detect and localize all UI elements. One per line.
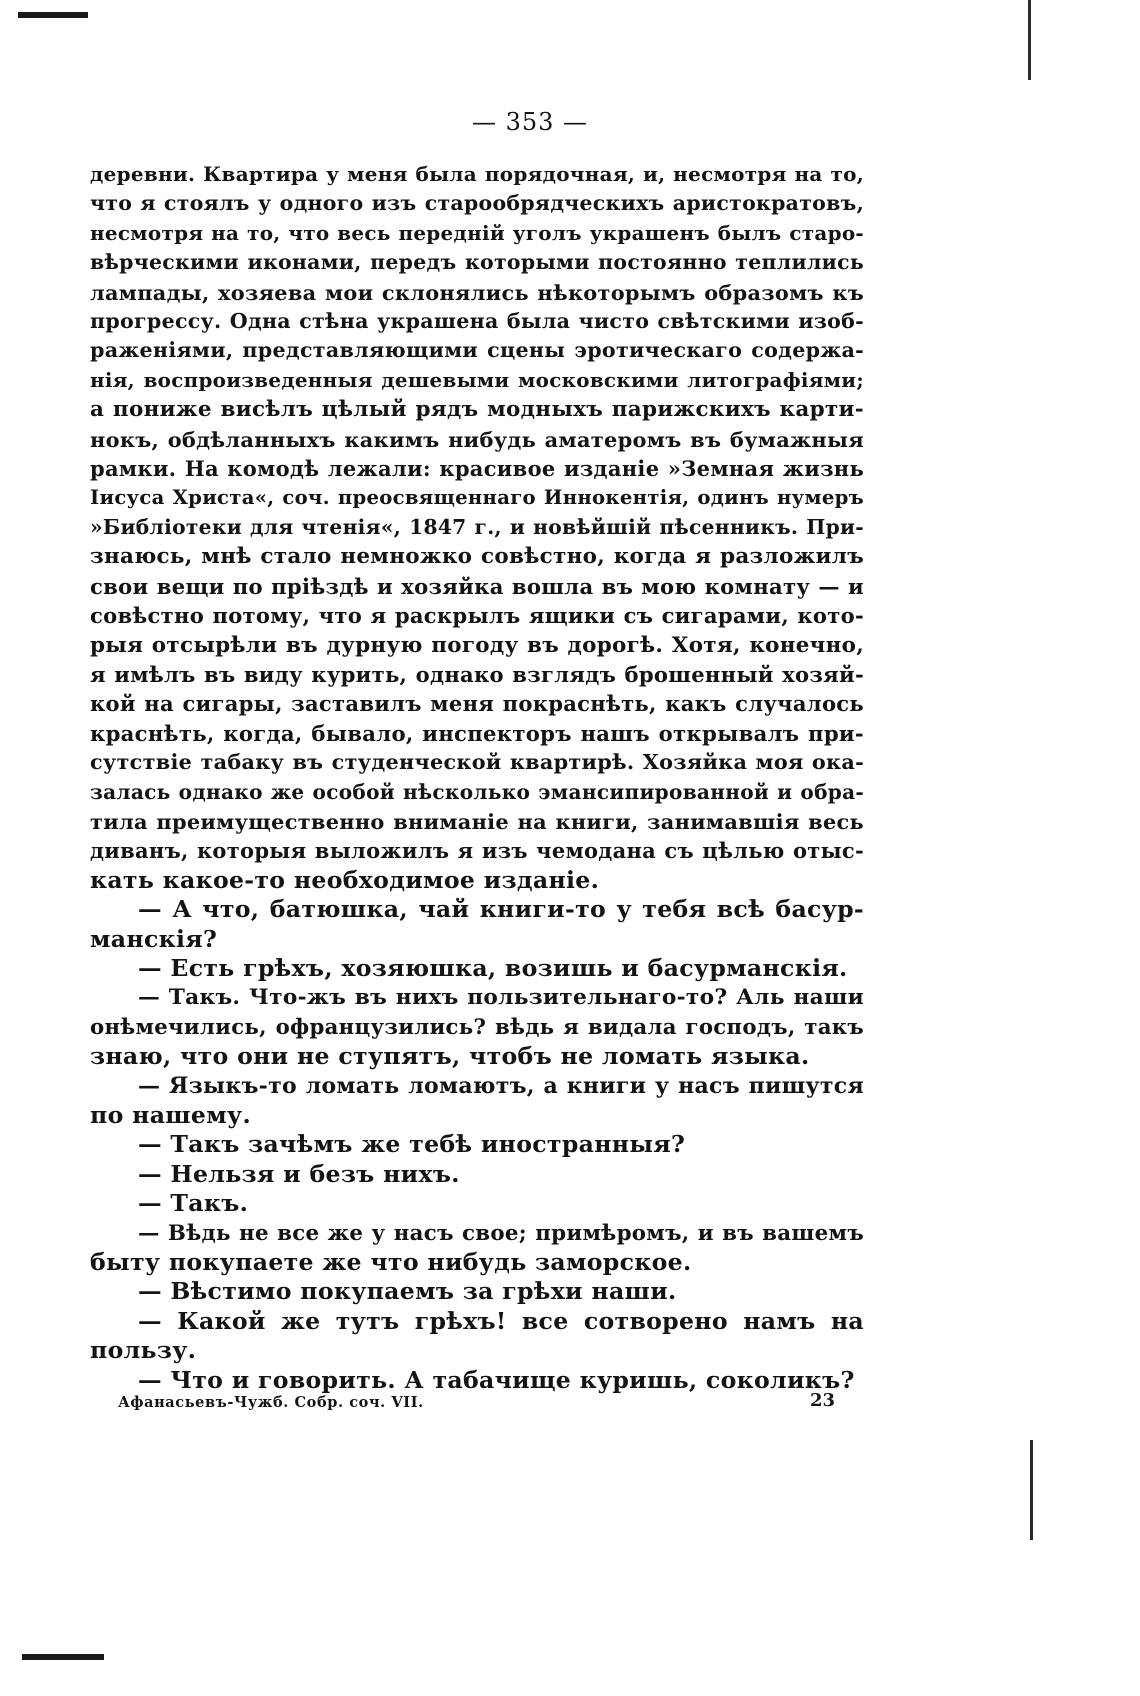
scan-speck-bottom-left bbox=[22, 1654, 104, 1660]
text-line: Іисуса Христа«, соч. преосвященнаго Иннокентія, одинъ нумеръ bbox=[90, 486, 864, 510]
text-line: вѣрческими иконами, передъ которыми постоянно теплились bbox=[90, 250, 864, 275]
text-line: что я стоялъ у одного изъ старообрядческихъ аристократовъ, bbox=[90, 191, 864, 216]
sheet-number: 23 bbox=[810, 1390, 836, 1411]
text-line: краснѣть, когда, бывало, инспекторъ нашъ открывалъ при- bbox=[90, 720, 864, 746]
text-line: — Нельзя и безъ нихъ. bbox=[138, 1159, 460, 1188]
text-line: — Есть грѣхъ, хозяюшка, возишь и басурманскія. bbox=[138, 953, 848, 982]
main-text bbox=[90, 160, 864, 1395]
text-line: залась однако же особой нѣсколько эмансипированной и обра- bbox=[90, 779, 864, 804]
text-line: быту покупаете же что нибудь заморское. bbox=[90, 1248, 692, 1277]
text-line: — Такъ. bbox=[138, 1189, 249, 1218]
text-line: »Библіотеки для чтенія«, 1847 г., и новѣйшій пѣсенникъ. При- bbox=[90, 514, 864, 539]
text-line: — Такъ зачѣмъ же тебѣ иностранныя? bbox=[138, 1130, 686, 1159]
text-line: манскія? bbox=[90, 924, 218, 953]
text-line: знаю, что они не ступятъ, чтобъ не ломать языка. bbox=[90, 1042, 810, 1071]
text-line: сутствіе табаку въ студенческой квартирѣ. Хозяйка моя ока- bbox=[90, 750, 864, 775]
text-line: диванъ, которыя выложилъ я изъ чемодана съ цѣлью отыс- bbox=[90, 838, 864, 864]
scan-speck-top-left bbox=[18, 12, 88, 18]
text-line: а пониже висѣлъ цѣлый рядъ модныхъ парижскихъ карти- bbox=[90, 397, 864, 423]
text-line: прогрессу. Одна стѣна украшена была чисто свѣтскими изоб- bbox=[90, 309, 864, 334]
printer-signature: Афанасьевъ-Чужб. Собр. соч. VII. bbox=[118, 1394, 424, 1411]
scan-edge-rule-top bbox=[1028, 0, 1031, 80]
text-line: — Языкъ-то ломать ломаютъ, а книги у насъ пишутся bbox=[138, 1072, 864, 1099]
page-number: — 353 — bbox=[471, 108, 589, 136]
text-line: — Какой же тутъ грѣхъ! все сотворено намъ на bbox=[138, 1306, 864, 1335]
text-line: рыя отсырѣли въ дурную погоду въ дорогѣ. Хотя, конечно, bbox=[90, 632, 864, 658]
text-line: — Такъ. Что-жъ въ нихъ пользительнаго-то? Аль наши bbox=[138, 985, 864, 1011]
text-line: — А что, батюшка, чай книги-то у тебя всѣ басур- bbox=[138, 895, 864, 924]
text-line: тила преимущественно вниманіе на книги, занимавшія весь bbox=[90, 808, 864, 834]
text-line: я имѣлъ въ виду курить, однако взглядъ брошенный хозяй- bbox=[90, 661, 864, 687]
text-line: деревни. Квартира у меня была порядочная, и, несмотря на то, bbox=[90, 162, 864, 186]
text-line: — Что и говорить. А табачище куришь, соколикъ? bbox=[138, 1365, 855, 1394]
text-line: пользу. bbox=[90, 1336, 197, 1365]
text-line: по нашему. bbox=[90, 1101, 251, 1129]
text-line: — Вѣдь не все же у насъ свое; примѣромъ, и въ вашемъ bbox=[138, 1220, 864, 1246]
text-line: кой на сигары, заставилъ меня покраснѣть, какъ случалось bbox=[90, 691, 864, 717]
text-line: совѣстно потому, что я раскрылъ ящики съ сигарами, кото- bbox=[90, 603, 864, 629]
text-line: нія, воспроизведенныя дешевыми московскими литографіями; bbox=[90, 367, 864, 392]
text-line: несмотря на то, что весь передній уголъ украшенъ былъ старо- bbox=[90, 220, 864, 245]
text-line: свои вещи по пріѣздѣ и хозяйка вошла въ мою комнату — и bbox=[90, 573, 864, 599]
text-line: рамки. На комодѣ лежали: красивое изданіе »Земная жизнь bbox=[90, 456, 864, 482]
text-line: раженіями, представляющими сцены эротическаго содержа- bbox=[90, 338, 864, 363]
text-line: лампады, хозяева мои склонялись нѣкоторымъ образомъ къ bbox=[90, 279, 864, 305]
text-line: — Вѣстимо покупаемъ за грѣхи наши. bbox=[138, 1277, 677, 1306]
scan-edge-rule-bottom bbox=[1030, 1440, 1033, 1540]
text-line: кать какое-то необходимое изданіе. bbox=[90, 865, 600, 894]
text-line: онѣмечились, офранцузились? вѣдь я видала господъ, такъ bbox=[90, 1014, 864, 1040]
text-line: нокъ, обдѣланныхъ какимъ нибудь аматеромъ въ бумажныя bbox=[90, 426, 864, 452]
text-line: знаюсь, мнѣ стало немножко совѣстно, когда я разложилъ bbox=[90, 544, 864, 570]
